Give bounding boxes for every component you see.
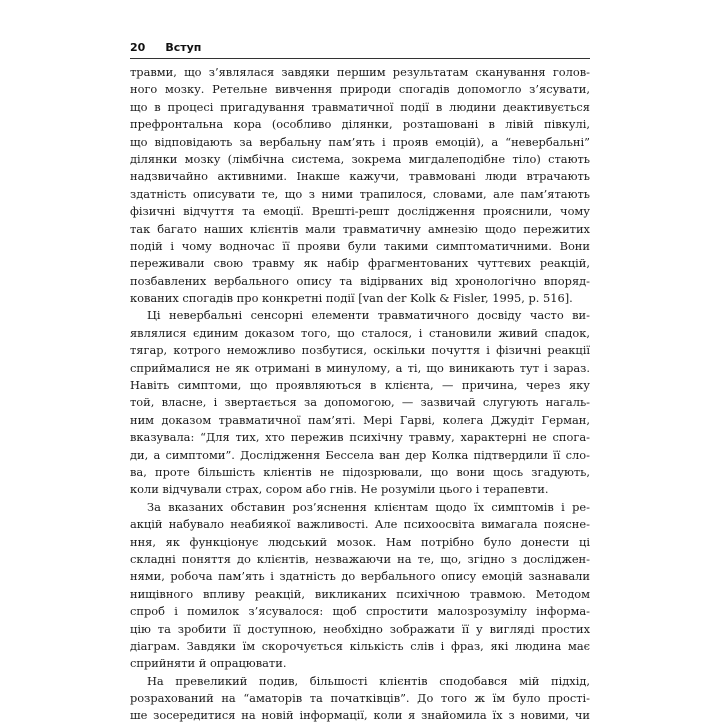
text-line: акцій набувало неабиякої важливості. Але психоосвіта вимагала поясне- bbox=[130, 517, 590, 532]
text-line: спроб і помилок з’ясувалося: щоб спростити малозрозумілу інформа- bbox=[130, 604, 590, 619]
header-rule bbox=[130, 58, 590, 59]
text-line: нищівного впливу реакцій, викликаних психічною травмою. Методом bbox=[130, 586, 590, 601]
text-line: префронтальна кора (особливо ділянки, розташовані в лівій півкулі, bbox=[130, 117, 590, 132]
text-line: діаграм. Завдяки їм скорочується кількість слів і фраз, які людина має bbox=[130, 638, 590, 653]
text-line: ного мозку. Ретельне вивчення природи спогадів допомогло з’ясувати, bbox=[130, 82, 590, 97]
text-line: коли відчували страх, сором або гнів. Не розуміли цього і терапевти. bbox=[130, 482, 549, 497]
text-line: ння, як функціонує людський мозок. Нам потрібно було донести ці bbox=[130, 534, 590, 549]
text-line: Навіть симптоми, що проявляються в клієнта, — причина, через яку bbox=[130, 378, 590, 393]
page-number: 20 bbox=[130, 41, 146, 54]
text-line: той, власне, і звертається за допомогою, — зазвичай слугують нагаль- bbox=[130, 395, 590, 410]
text-line: ним доказом травматичної пам’яті. Мері Гарві, колега Джудіт Герман, bbox=[130, 412, 590, 427]
text-line: травми, що з’являлася завдяки першим результатам сканування голов- bbox=[130, 65, 590, 79]
text-line: являлися єдиним доказом того, що сталося, і становили живий спадок, bbox=[130, 325, 590, 340]
text-line: переживали свою травму як набір фрагментованих чуттєвих реакцій, bbox=[130, 256, 590, 271]
text-line: фізичні відчуття та емоції. Врешті-решт дослідження прояснили, чому bbox=[130, 204, 590, 219]
section-title: Вступ bbox=[165, 41, 202, 54]
text-line: вказувала: “Для тих, хто пережив психічну травму, характерні не спога- bbox=[130, 430, 590, 445]
text-line: що в процесі пригадування травматичної події в людини деактивується bbox=[130, 99, 590, 114]
text-line: сприйняти й опрацювати. bbox=[130, 656, 287, 671]
text-line: ди, а симптоми”. Дослідження Бессела ван дер Колка підтвердили її сло- bbox=[130, 447, 590, 462]
text-line: ше зосередитися на новій інформації, коли я знайомила їх з новими, чи bbox=[130, 708, 590, 723]
text-line: здатність описувати те, що з ними трапилося, словами, але пам’ятають bbox=[130, 186, 590, 201]
running-header bbox=[130, 41, 590, 54]
text-line: На превеликий подив, більшості клієнтів сподобався мій підхід, bbox=[147, 673, 590, 688]
text-line: подій і чому водночас її прояви були такими симптоматичними. Вони bbox=[130, 238, 590, 253]
text-line: так багато наших клієнтів мали травматичну амнезію щодо пережитих bbox=[130, 221, 590, 236]
text-line: що відповідають за вербальну пам’ять і прояв емоцій), а “невербальні” bbox=[130, 134, 590, 149]
text-line: нями, робоча пам’ять і здатність до вербального опису емоцій зазнавали bbox=[130, 569, 590, 584]
text-line: надзвичайно активними. Інакше кажучи, травмовані люди втрачають bbox=[130, 169, 590, 184]
text-line: сприймалися не як отримані в минулому, а ті, що виникають тут і зараз. bbox=[130, 360, 590, 375]
text-line: розрахований на “аматорів та початківців”. До того ж їм було прості- bbox=[130, 691, 590, 706]
text-line: складні поняття до клієнтів, незважаючи на те, що, згідно з досліджен- bbox=[130, 551, 590, 566]
text-line: тягар, котрого неможливо позбутися, оскільки почуття і фізичні реакції bbox=[130, 343, 590, 358]
text-line: Ці невербальні сенсорні елементи травматичного досвіду часто ви- bbox=[147, 308, 590, 323]
text-line: позбавлених вербального опису та відірваних від хронологічно впоряд- bbox=[130, 273, 590, 288]
text-line: За вказаних обставин роз’яснення клієнтам щодо їх симптомів і ре- bbox=[147, 499, 590, 514]
body-text bbox=[130, 64, 590, 725]
text-line: ділянки мозку (лімбічна система, зокрема мигдалеподібне тіло) стають bbox=[130, 151, 590, 166]
text-line: цію та зробити її доступною, необхідно зображати її у вигляді простих bbox=[130, 621, 590, 636]
text-line: ва, проте більшість клієнтів не підозрювали, що вони щось згадують, bbox=[130, 464, 590, 479]
text-line: кованих спогадів про конкретні події [van der Kolk & Fisler, 1995, p. 516]. bbox=[130, 291, 573, 306]
